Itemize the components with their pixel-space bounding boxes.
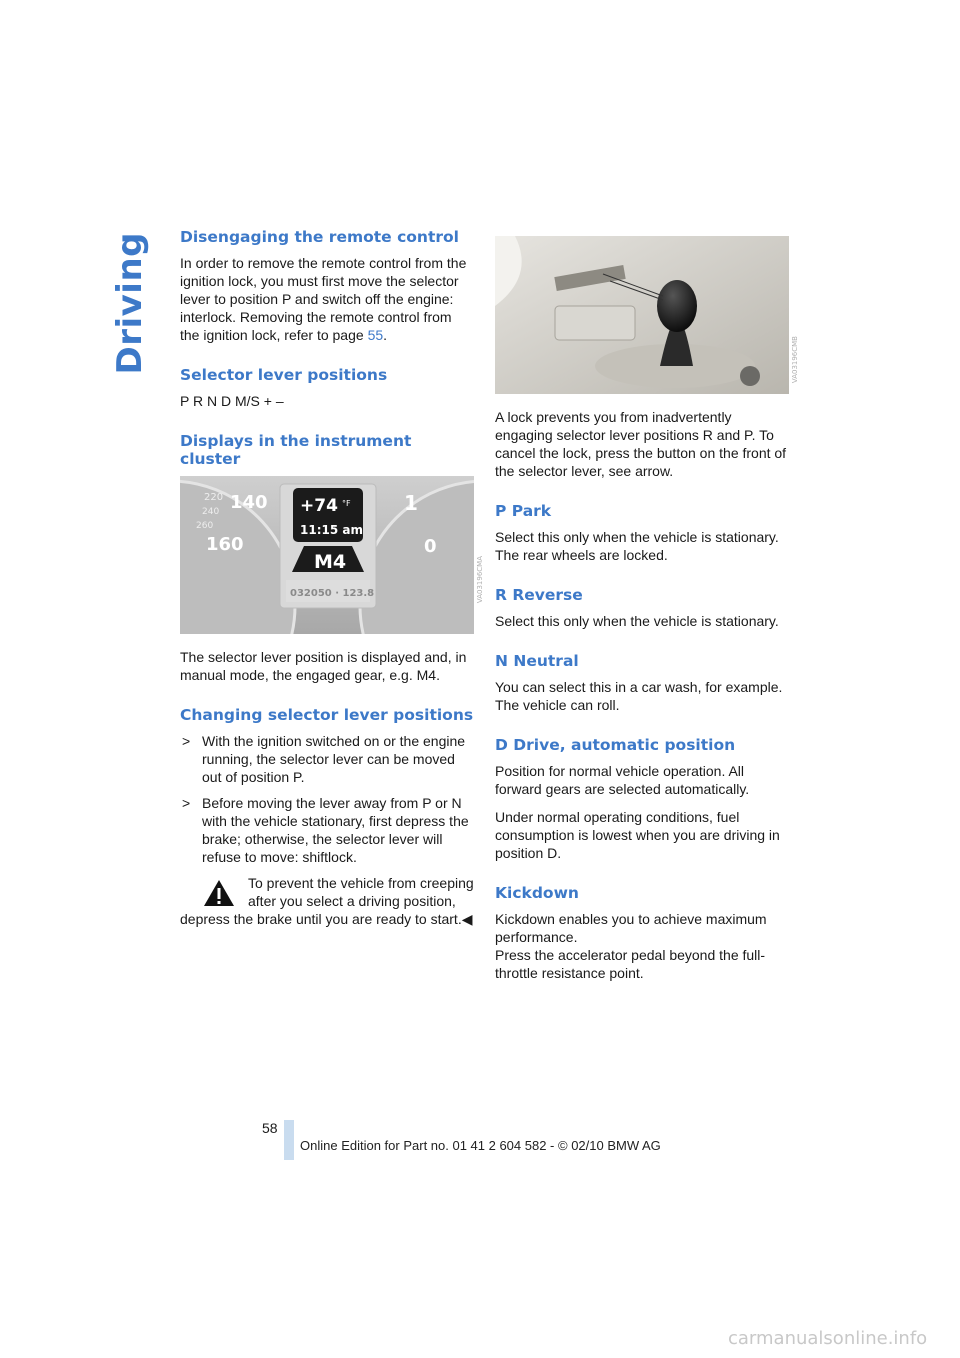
speed-tick-220: 220: [204, 492, 224, 503]
clock-time: 11:15 am: [300, 523, 363, 537]
footer-accent-bar: [284, 1120, 294, 1160]
kickdown-text-2: Press the accelerator pedal beyond the full-throttle resistance point.: [495, 947, 766, 981]
warning-text: To prevent the vehicle from creeping after you select a driving position, depress the brake until you are ready to start.: [180, 875, 474, 927]
displays-caption: The selector lever position is displayed and, in manual mode, the engaged gear, e.g. M4.: [180, 649, 467, 683]
speed-tick-160: 160: [206, 534, 244, 555]
right-column: [495, 236, 799, 1004]
photo-figure-code: VA03196CMB: [791, 336, 799, 384]
drive-text-2: Under normal operating conditions, fuel consumption is lowest when you are driving in position D.: [495, 809, 780, 861]
bullet-marker: >: [182, 733, 191, 749]
idrive-controller: [740, 366, 760, 386]
section-kickdown: [495, 884, 789, 982]
bullet-marker: >: [182, 795, 191, 811]
left-column: [180, 228, 484, 950]
park-heading: P Park: [495, 502, 552, 520]
changing-bullet-list: [180, 732, 474, 866]
section-drive: [495, 736, 789, 862]
tach-tick-1: 1: [404, 491, 418, 515]
storage-tray: [555, 306, 635, 340]
section-selector-positions: [180, 366, 474, 410]
section-changing-positions: [180, 706, 474, 928]
selector-positions-text: P R N D M/S + –: [180, 393, 284, 409]
park-text: Select this only when the vehicle is stationary. The rear wheels are locked.: [495, 529, 779, 563]
changing-heading: Changing selector lever positions: [180, 706, 474, 724]
disengaging-end: .: [383, 327, 388, 343]
speed-tick-260: 260: [196, 521, 214, 531]
cluster-figure-code: VA03196CMA: [476, 556, 484, 604]
section-reverse: [495, 586, 789, 630]
drive-heading: D Drive, automatic position: [495, 736, 736, 754]
drive-text-1: Position for normal vehicle operation. All forward gears are selected automatically.: [495, 763, 750, 797]
selector-heading: Selector lever positions: [180, 366, 388, 384]
disengaging-text: In order to remove the remote control from the ignition lock, you must first move the selector lever to position P and switch off the engine: interlock. Removing the remote control from the ignition lock, refer to page: [180, 255, 467, 343]
list-item: [180, 794, 474, 866]
lock-paragraph: A lock prevents you from inadvertently engaging selector lever positions R and P. To cancel the lock, press the button on the front of the selector lever, see arrow.: [495, 409, 787, 479]
page-link-55[interactable]: 55: [367, 327, 384, 343]
odometer-reading: 032050 · 123.8: [290, 588, 375, 599]
instrument-cluster-image: [180, 476, 474, 634]
warning-note: [180, 874, 474, 928]
section-displays: [180, 432, 484, 684]
kickdown-text-1: Kickdown enables you to achieve maximum performance.: [495, 911, 767, 945]
footer-edition-text: Online Edition for Part no. 01 41 2 604 582 - © 02/10 BMW AG: [300, 1138, 661, 1153]
end-marker: ◀: [461, 911, 473, 927]
outside-temperature: +74: [300, 496, 338, 516]
reverse-text: Select this only when the vehicle is stationary.: [495, 613, 779, 629]
page-number: 58: [262, 1120, 278, 1136]
disengaging-paragraph: [180, 254, 474, 344]
engaged-gear: M4: [314, 551, 347, 573]
kickdown-heading: Kickdown: [495, 884, 579, 902]
selector-lever-knob: [657, 280, 697, 332]
section-disengaging: [180, 228, 474, 344]
list-item: [180, 732, 474, 786]
tach-tick-0: 0: [424, 536, 437, 557]
section-park: [495, 502, 789, 564]
reverse-heading: R Reverse: [495, 586, 583, 604]
site-watermark: carmanualsonline.info: [728, 1328, 928, 1349]
disengaging-heading: Disengaging the remote control: [180, 228, 459, 246]
bullet-text: Before moving the lever away from P or N with the vehicle stationary, first depress the brake; otherwise, the selector lever will refuse to move: shiftlock.: [202, 795, 469, 865]
neutral-text: You can select this in a car wash, for example. The vehicle can roll.: [495, 679, 783, 713]
speed-tick-140: 140: [230, 492, 268, 513]
temperature-unit: °F: [342, 499, 351, 508]
selector-lever-figure: [495, 236, 799, 394]
bullet-text: With the ignition switched on or the engine running, the selector lever can be moved out of position P.: [202, 733, 466, 785]
speed-tick-240: 240: [202, 507, 220, 517]
neutral-heading: N Neutral: [495, 652, 579, 670]
instrument-cluster-figure: [180, 476, 484, 634]
section-neutral: [495, 652, 789, 714]
displays-heading: Displays in the instrument cluster: [180, 432, 412, 468]
section-side-title: Driving: [110, 232, 150, 375]
warning-icon: [202, 878, 236, 908]
selector-lever-photo: [495, 236, 789, 394]
